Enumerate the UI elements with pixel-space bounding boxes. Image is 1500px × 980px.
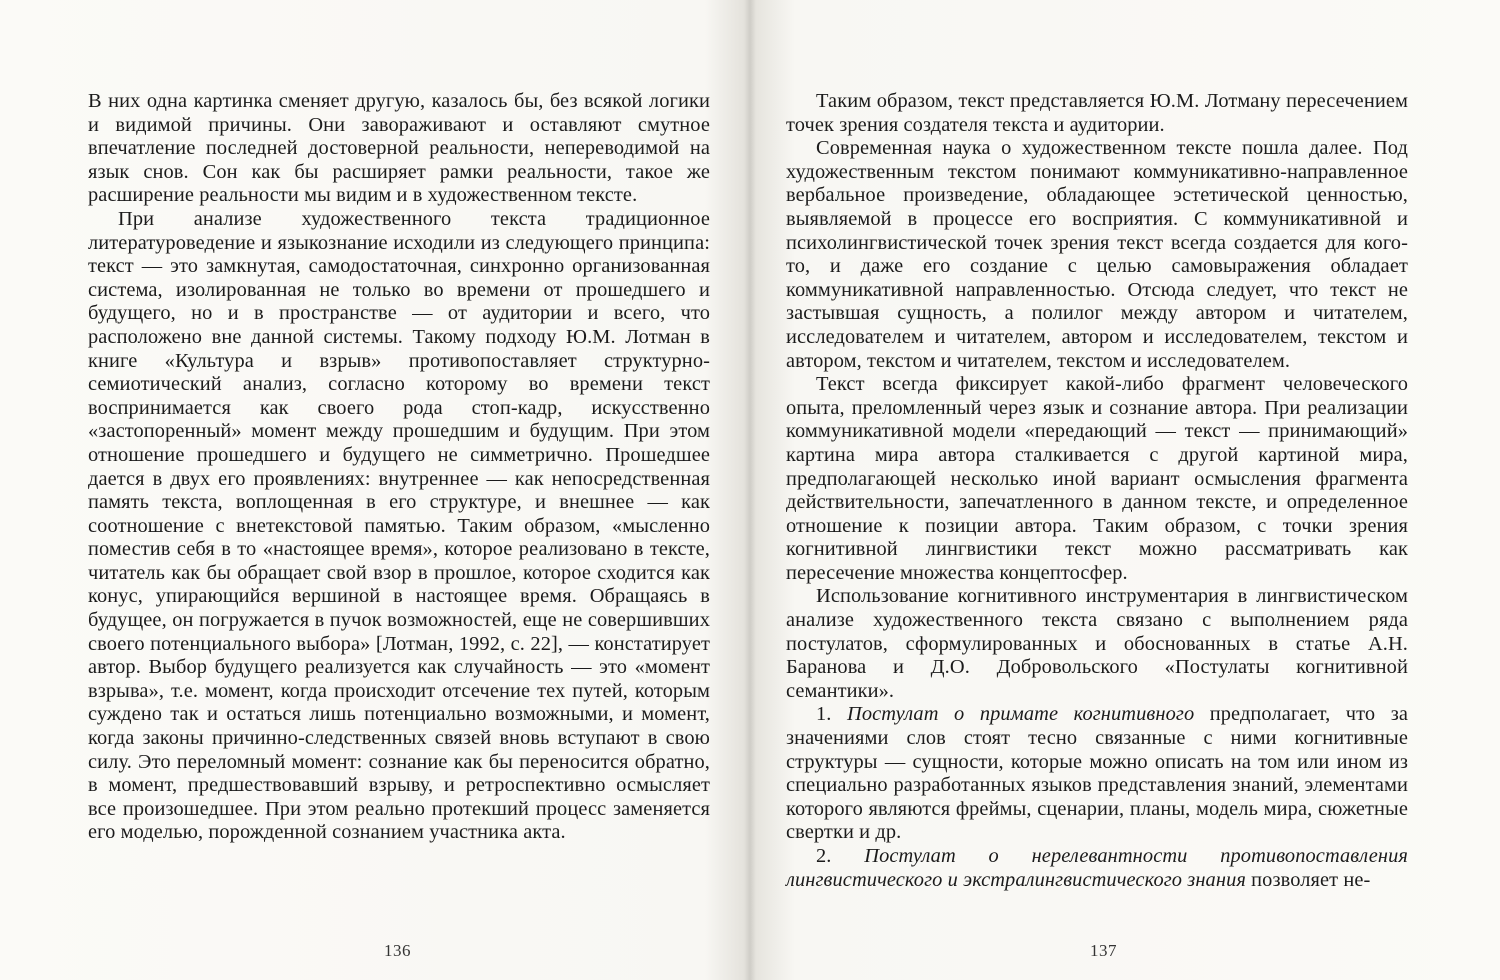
page-number-right: 137 — [1090, 941, 1117, 960]
paragraph: При анализе художественного текста традиционное литературоведение и языкознание исходили из следующего принципа: текст — это замкнутая, самодостаточная, синхронно организованная система, изолированная не только во времени от прошедшего и будущего, но и в пространстве — от аудитории и всего, что расположено вне данной системы. Такому подходу Ю.М. Лотман в книге «Культура и взрыв» противопоставляет структурно-семиотический анализ, согласно которому во времени текст воспринимается как своего рода стоп-кадр, искусственно «застопоренный» момент между прошедшим и будущим. При этом отношение прошедшего и будущего не симметрично. Прошедшее дается в двух его проявлениях: внутреннее — как непосредственная память текста, воплощенная в его структуре, и внешнее — как соотношение с внетекстовой памятью. Таким образом, «мысленно поместив себя в то «настоящее время», которое реализовано в тексте, читатель как бы обращает свой взор в прошлое, которое сходится как конус, упирающийся вершиной в настоящее время. Обращаясь в будущее, он погружается в пучок возможностей, еще не совершивших своего потенциального выбора» [Лотман, 1992, с. 22], — констатирует автор. Выбор будущего реализуется как случайность — это «момент взрыва», т.е. момент, когда происходит отсечение тех путей, которым суждено так и остаться лишь потенциально возможными, и момент, когда законы причинно-следственных связей вновь вступают в свою силу. Это переломный момент: сознание как бы переносится обратно, в момент, предшествовавший взрыву, и ретроспективно осмысляет все произошедшее. При этом реально протекший процесс заменяется его моделью, порожденной сознанием участника акта. — [88, 207, 710, 844]
right-page — [786, 90, 1408, 960]
postulate-text: позволяет не- — [1251, 868, 1371, 891]
paragraph: Таким образом, текст представляется Ю.М. Лотману пересечением точек зрения создателя текста и аудитории. — [786, 90, 1408, 136]
paragraph: Современная наука о художественном тексте пошла далее. Под художественным текстом понимают коммуникативно-направленное вербальное произведение, обладающее эстетической ценностью, выявляемой в процессе его восприятия. С коммуникативной и психолингвистической точек зрения текст всегда создается для кого-то, и даже его создание с целью самовыражения обладает коммуникативной направленностью. Отсюда следует, что текст не застывшая сущность, а полилог между автором и читателем, исследователем и читателем, автором и исследователем, текстом и автором, текстом и читателем, текстом и исследователем. — [786, 137, 1408, 372]
postulate-title: Постулат о примате когнитивного — [847, 703, 1195, 726]
postulate-title: Постулат о нерелевантности противопоставления лингвистического и экстралингвистического знания — [786, 845, 1408, 891]
postulate-1 — [786, 703, 1408, 845]
page-number-left: 136 — [384, 941, 411, 960]
paragraph: В них одна картинка сменяет другую, казалось бы, без всякой логики и видимой причины. Они завораживают и оставляют смутное впечатление последней достоверной реальности, непереводимой на язык снов. Сон как бы расширяет рамки реальности, такое же расширение реальности мы видим и в художественном тексте. — [88, 90, 710, 207]
left-page-text — [88, 90, 710, 845]
paragraph: Использование когнитивного инструментария в лингвистическом анализе художественного текста связано с выполнением ряда постулатов, сформулированных и обоснованных в статье А.Н. Баранова и Д.О. Добровольского «Постулаты когнитивной семантики». — [786, 585, 1408, 702]
postulate-text: предполагает, что за значениями слов стоят тесно связанные с ними когнитивные структуры — сущности, которые можно описать на том или ином из специально разработанных языков представления знаний, элементами которого являются фреймы, сценарии, планы, модель мира, сюжетные свертки и др. — [786, 703, 1408, 844]
right-page-text — [786, 90, 1408, 892]
postulate-number: 2. — [816, 845, 832, 867]
left-page — [88, 90, 710, 960]
postulate-2 — [786, 845, 1408, 892]
postulate-number: 1. — [816, 703, 832, 726]
paragraph: Текст всегда фиксирует какой-либо фрагмент человеческого опыта, преломленный через язык и сознание автора. При реализации коммуникативной модели «передающий — текст — принимающий» картина мира автора сталкивается с другой картиной мира, предполагающей несколько иной вариант осмысления фрагмента действительности, запечатленного в данном тексте, и определенное отношение к позиции автора. Таким образом, с точки зрения когнитивной лингвистики текст можно рассматривать как пересечение множества концептосфер. — [786, 373, 1408, 584]
